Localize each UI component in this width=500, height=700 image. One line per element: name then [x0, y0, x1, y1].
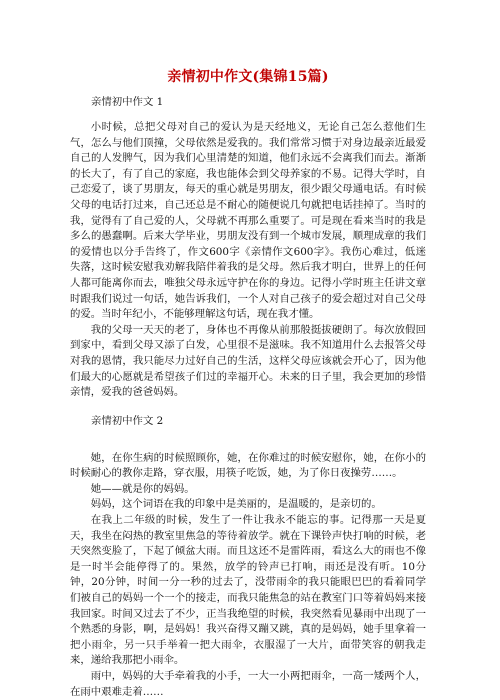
section-heading-1: 亲情初中作文 1 [91, 96, 164, 108]
paragraph: 小时候，总把父母对自己的爱认为是天经地义，无论自己怎么惹他们生气，怎么与他们顶撞，父母依然是爱我的。我们常常习惯于对身边最亲近最爱自己的人发脾气，因为我们心里清楚的知道，他们永远不会离我们而去。渐渐的长大了，有了自己的家庭，我也能体会到父母养家的不易。记得大学时，自己恋爱了，谈了男朋友，每天的重心就是男朋友，很少跟父母通电话。有时候父母的电话打过来，自己还总是不耐心的随便说几句就把电话挂掉了。当时的我，觉得有了自己爱的人，父母就不再那么重要了。可是现在看来当时的我是多么的愚蠢啊。后来大学毕业，男朋友没有到一个城市发展，顺理成章的我们的爱情也以分手告终了，作文600字《亲情作文600字》。我伤心难过，低迷失落，这时候安慰我劝解我陪伴着我的是父母。然后我才明白，世界上的任何人都可能离你而去，唯独父母永远守护在你的身边。记得小学时班主任讲文章时跟我们说过一句话，她告诉我们，一个人对自己孩子的爱会超过对自己父母的爱。当时年纪小，不能够理解这句话，现在我才懂。 [70, 121, 426, 321]
paragraph: 雨中，妈妈的大手牵着我的小手，一大一小两把雨伞，一高一矮两个人，在雨中艰难走着…… [70, 670, 426, 698]
spacer [70, 439, 426, 451]
section-heading-2: 亲情初中作文 2 [91, 414, 164, 427]
paragraph: 妈妈，这个词语在我的印象中是美丽的，是温暖的，是亲切的。 [90, 498, 382, 511]
paragraph: 在我上二年级的时候，发生了一件让我永不能忘的事。记得那一天是夏天，我坐在闷热的教室里焦急的等待着放学。就在下课铃声快打响的时候，老天突然变脸了，下起了倾盆大雨。而且这还不是雷阵雨，看这么大的雨也不像是一时半会能停得了的。果然，放学的铃声已打响，雨还是没有听。10分钟，20分钟，时间一分一秒的过去了，没带雨伞的我只能眼巴巴的看着同学们被自己的妈妈一个一个的接走，而我只能焦急的站在教室门口等着妈妈来接我回家。时间又过去了不少，正当我绝望的时候，我突然看见暴雨中出现了一个熟悉的身影，啊，是妈妈！我兴奋得又蹦又跳，真的是妈妈，她手里拿着一把小雨伞，另一只手举着一把大雨伞，衣服湿了一大片，面带笑容的朝我走来，递给我那把小雨伞。 [70, 514, 426, 667]
paragraph: 她，在你生病的时候照顾你，她，在你难过的时候安慰你，她，在你小的时候耐心的教你走路，穿衣服，用筷子吃饭，她，为了你日夜操劳……。 [70, 451, 426, 480]
document-title: 亲情初中作文(集锦15篇) [167, 69, 329, 85]
document-page [70, 66, 426, 700]
paragraph: 她——就是你的妈妈。 [90, 482, 195, 495]
paragraph: 我的父母一天天的老了，身体也不再像从前那般挺拔硬朗了。每次放假回到家中，看到父母又添了白发，心里很不是滋味。我不知道用什么去报答父母对我的恩情，我只能尽力过好自己的生活，这样父母应该就会开心了，因为他们最大的心愿就是希望孩子们过的幸福开心。未来的日子里，我会更加的珍惜亲情，爱我的爸爸妈妈。 [70, 323, 426, 399]
spacer [70, 401, 426, 413]
